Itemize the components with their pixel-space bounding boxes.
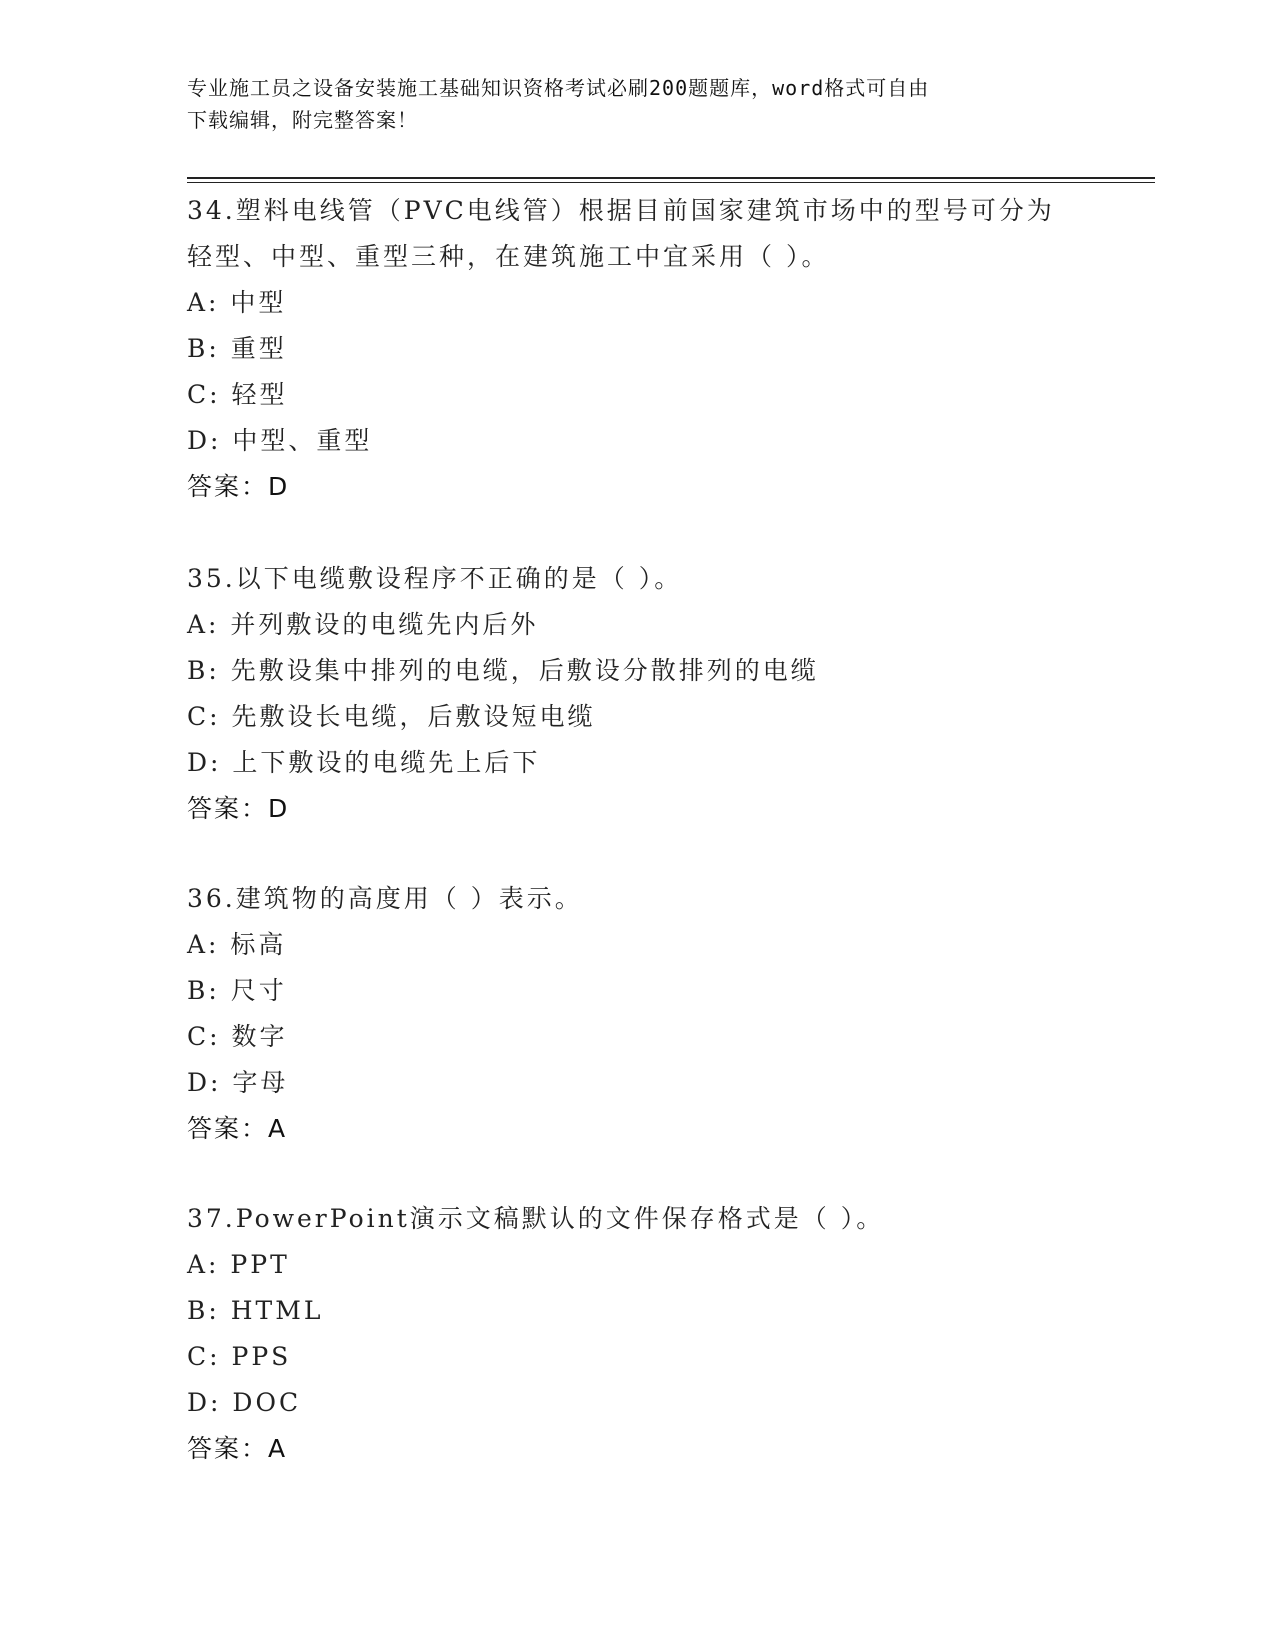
option-a: A: PPT	[187, 1250, 290, 1279]
option-d: D: 字母	[187, 1068, 289, 1097]
option-b: B: 重型	[187, 334, 287, 363]
question-36	[187, 876, 1087, 1152]
option-b: B: 先敷设集中排列的电缆，后敷设分散排列的电缆	[187, 656, 819, 685]
question-37	[187, 1196, 1087, 1472]
question-stem: 36.建筑物的高度用（ ）表示。	[187, 884, 583, 913]
question-stem: 35.以下电缆敷设程序不正确的是（ ）。	[187, 564, 683, 593]
answer: 答案：A	[187, 1114, 288, 1143]
option-a: A: 并列敷设的电缆先内后外	[187, 610, 539, 639]
option-c: C: 数字	[187, 1022, 288, 1051]
option-d: D: 上下敷设的电缆先上后下	[187, 748, 541, 777]
question-34	[187, 188, 1087, 510]
document-header	[187, 72, 1067, 136]
header-divider-thick	[187, 177, 1155, 179]
option-c: C: 轻型	[187, 380, 288, 409]
option-d: D: 中型、重型	[187, 426, 373, 455]
option-b: B: HTML	[187, 1296, 324, 1325]
header-line-2: 下载编辑，附完整答案！	[187, 108, 418, 132]
header-divider-thin	[187, 182, 1155, 183]
answer: 答案：D	[187, 794, 290, 823]
option-a: A: 中型	[187, 288, 287, 317]
question-stem: 34.塑料电线管（PVC电线管）根据目前国家建筑市场中的型号可分为	[187, 196, 1055, 225]
question-stem-continued: 轻型、中型、重型三种，在建筑施工中宜采用（ ）。	[187, 242, 830, 271]
option-c: C: 先敷设长电缆，后敷设短电缆	[187, 702, 596, 731]
header-line-1: 专业施工员之设备安装施工基础知识资格考试必刷200题题库，word格式可自由	[187, 76, 930, 100]
option-b: B: 尺寸	[187, 976, 287, 1005]
option-a: A: 标高	[187, 930, 287, 959]
option-c: C: PPS	[187, 1342, 292, 1371]
answer: 答案：D	[187, 472, 290, 501]
question-stem: 37.PowerPoint演示文稿默认的文件保存格式是（ ）。	[187, 1204, 885, 1233]
question-35	[187, 556, 1087, 832]
answer: 答案：A	[187, 1434, 288, 1463]
option-d: D: DOC	[187, 1388, 302, 1417]
